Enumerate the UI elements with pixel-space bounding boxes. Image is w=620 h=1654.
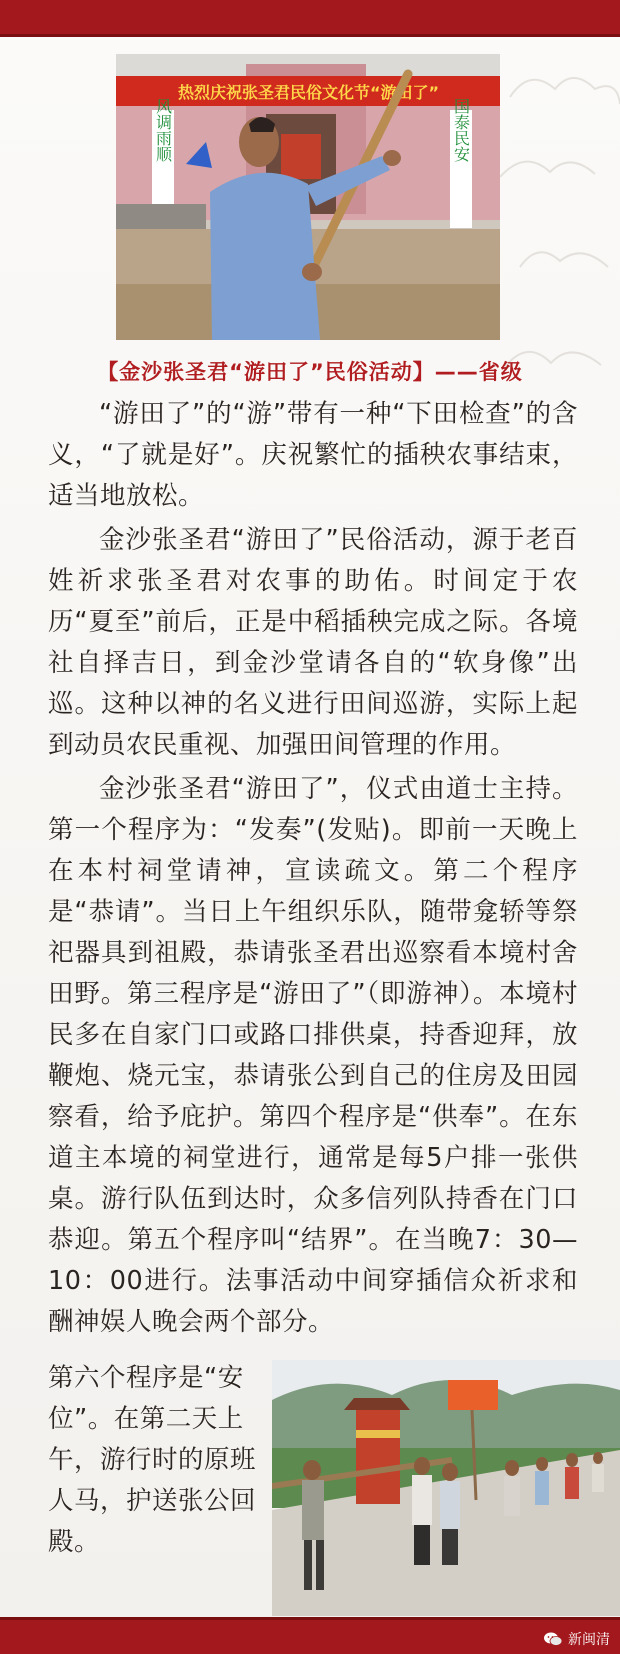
right-couplet: 国泰民安 [451,98,471,162]
top-red-band [0,0,620,37]
article-body [48,394,578,1346]
bottom-red-band [0,1617,620,1654]
photo-festival-man-with-pole [116,54,500,340]
banner-text: 热烈庆祝张圣君民俗文化节“游田了” [178,83,440,102]
photo-procession [272,1360,620,1616]
tail-paragraph: 第六个程序是“安位”。在第二天上午，游行时的原班人马，护送张公回殿。 [48,1363,257,1557]
paragraph-1: “游田了”的“游”带有一种“下田检查”的含义，“了就是好”。庆祝繁忙的插秧农事结束，适当地放松。 [48,399,578,511]
watermark [543,1629,610,1649]
paragraph-2: 金沙张圣君“游田了”民俗活动，源于老百姓祈求张圣君对农事的助佑。时间定于农历“夏至”前后，正是中稻插秧完成之际。各境社自择吉日，到金沙堂请各自的“软身像”出巡。这种以神的名义进行田间巡游，实际上起到动员农民重视、加强田间管理的作用。 [48,525,578,760]
left-couplet: 风调雨顺 [153,98,173,162]
wechat-icon [543,1631,563,1647]
section-caption: 【金沙张圣君“游田了”民俗活动】——省级 [97,360,523,384]
paragraph-3: 金沙张圣君“游田了”，仪式由道士主持。第一个程序为：“发奏”(发贴)。即前一天晚上在本村祠堂请神，宣读疏文。第二个程序是“恭请”。当日上午组织乐队，随带龛轿等祭祀器具到祖殿，恭请张圣君出巡察看本境村舍田野。第三程序是“游田了”（即游神）。本境村民多在自家门口或路口排供桌，持香迎拜，放鞭炮、烧元宝，恭请张公到自己的住房及田园察看，给予庇护。第四个程序是“供奉”。在东道主本境的祠堂进行，通常是每5户排一张供桌。游行队伍到达时，众多信列队持香在门口恭迎。第五个程序叫“结界”。在当晚7：30—10：00进行。法事活动中间穿插信众祈求和酬神娱人晚会两个部分。 [48,774,578,1337]
watermark-text: 新闽清 [568,1632,610,1648]
